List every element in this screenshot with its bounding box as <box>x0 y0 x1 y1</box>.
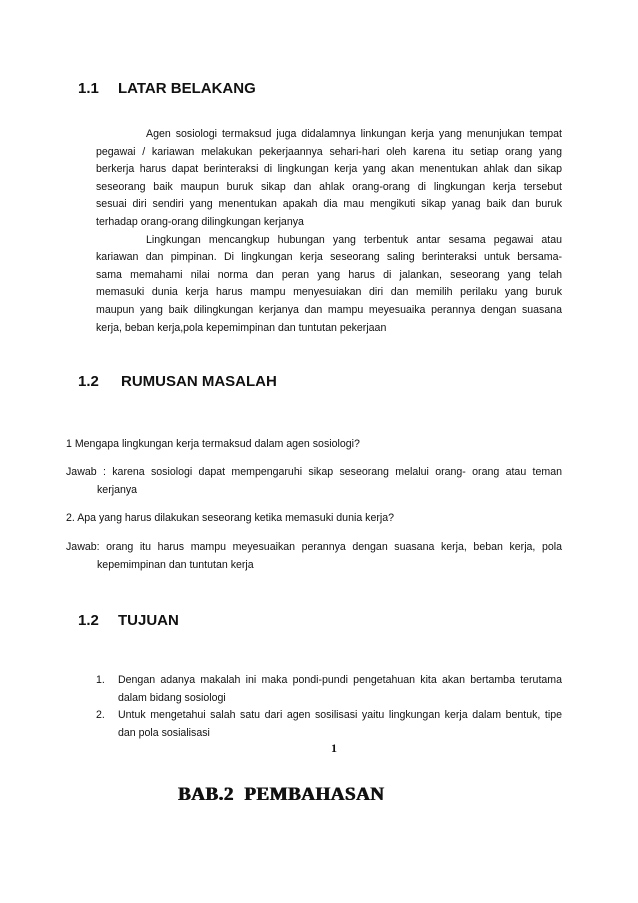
section-heading-latar-belakang <box>78 80 378 100</box>
text-line: Lingkungan mencangkup hubungan yang terbentuk antar sesama pegawai atau <box>146 233 562 246</box>
section-number: 1.2 <box>78 612 99 629</box>
text-line: Untuk mengetahui salah satu dari agen sosilisasi yaitu lingkungan kerja dalam bentuk, tipe <box>118 709 562 722</box>
text-line: kerja, beban kerja,pola kepemimpinan dan tuntutan pekerjaan <box>96 321 387 334</box>
section-number: 1.1 <box>78 80 99 97</box>
section-title: TUJUAN <box>118 612 179 629</box>
list-marker: 2. <box>96 709 105 722</box>
question-1: 1 Mengapa lingkungan kerja termaksud dalam agen sosiologi? <box>66 438 360 450</box>
text-line: kariawan dan pimpinan. Di lingkungan kerja seseorang saling berinteraksi untuk bersama- <box>96 251 562 264</box>
text-line: Agen sosiologi termaksud juga didalamnya linkungan kerja yang menunjukan tempat <box>146 128 562 140</box>
text-line: terhadap orang-orang dilingkungan kerjanya <box>96 215 304 228</box>
section-title: RUMUSAN MASALAH <box>121 373 277 390</box>
text-line: sama memahami nilai norma dan peran yang harus di jalankan, seseorang yang telah <box>96 268 562 281</box>
text-line: Dengan adanya makalah ini maka pondi-pundi pengetahuan kita akan bertamba terutama <box>118 674 562 686</box>
list-item <box>96 707 562 742</box>
page-number: 1 <box>331 741 337 755</box>
text-line: dan pola sosialisasi <box>118 726 210 739</box>
text-line: sesuai diri sendiri yang menentukan apakah dia mau mengikuti sikap yanag baik dan buruk <box>96 198 562 211</box>
section-heading-tujuan <box>78 612 378 632</box>
chapter-heading: BAB.2 PEMBAHASAN <box>178 784 385 805</box>
latar-belakang-body <box>96 126 562 337</box>
section-title: LATAR BELAKANG <box>118 80 256 97</box>
text-line: Jawab: orang itu harus mampu meyesuaikan perannya dengan suasana kerja, beban kerja, pola <box>66 541 562 553</box>
text-line: dalam bidang sosiologi <box>118 691 226 704</box>
text-line: kepemimpinan dan tuntutan kerja <box>97 558 254 571</box>
tujuan-list <box>96 672 562 742</box>
list-item <box>96 672 562 707</box>
question-2: 2. Apa yang harus dilakukan seseorang ketika memasuki dunia kerja? <box>66 512 395 524</box>
text-line: memasuki dunia kerja harus mampu menyesuiakan diri dan memilih perilaku yang buruk <box>96 286 562 299</box>
text-line: pegawai / kariawan melakukan pekerjaannya sehari-hari oleh karena itu setiap orang yang <box>96 145 562 158</box>
text-line: kerjanya <box>97 483 138 496</box>
text-line: maupun yang baik dilingkungan kerjanya dan mampu meyesuaika perannya dengan suasana <box>96 303 562 316</box>
section-number: 1.2 <box>78 373 99 390</box>
list-marker: 1. <box>96 674 105 686</box>
answer-1 <box>66 464 562 499</box>
text-line: Jawab : karena sosiologi dapat mempengaruhi sikap seseorang melalui orang- orang atau teman <box>66 466 562 478</box>
section-heading-rumusan-masalah <box>78 373 378 393</box>
text-line: seseorang baik maupun buruk sikap dan ahlak orang-orang di lingkungan kerja tersebut <box>96 180 562 193</box>
text-line: berkerja harus dapat berinteraksi di lingkungan kerja yang akan menentukan ahlak dan sikap <box>96 163 562 176</box>
answer-2 <box>66 539 562 574</box>
